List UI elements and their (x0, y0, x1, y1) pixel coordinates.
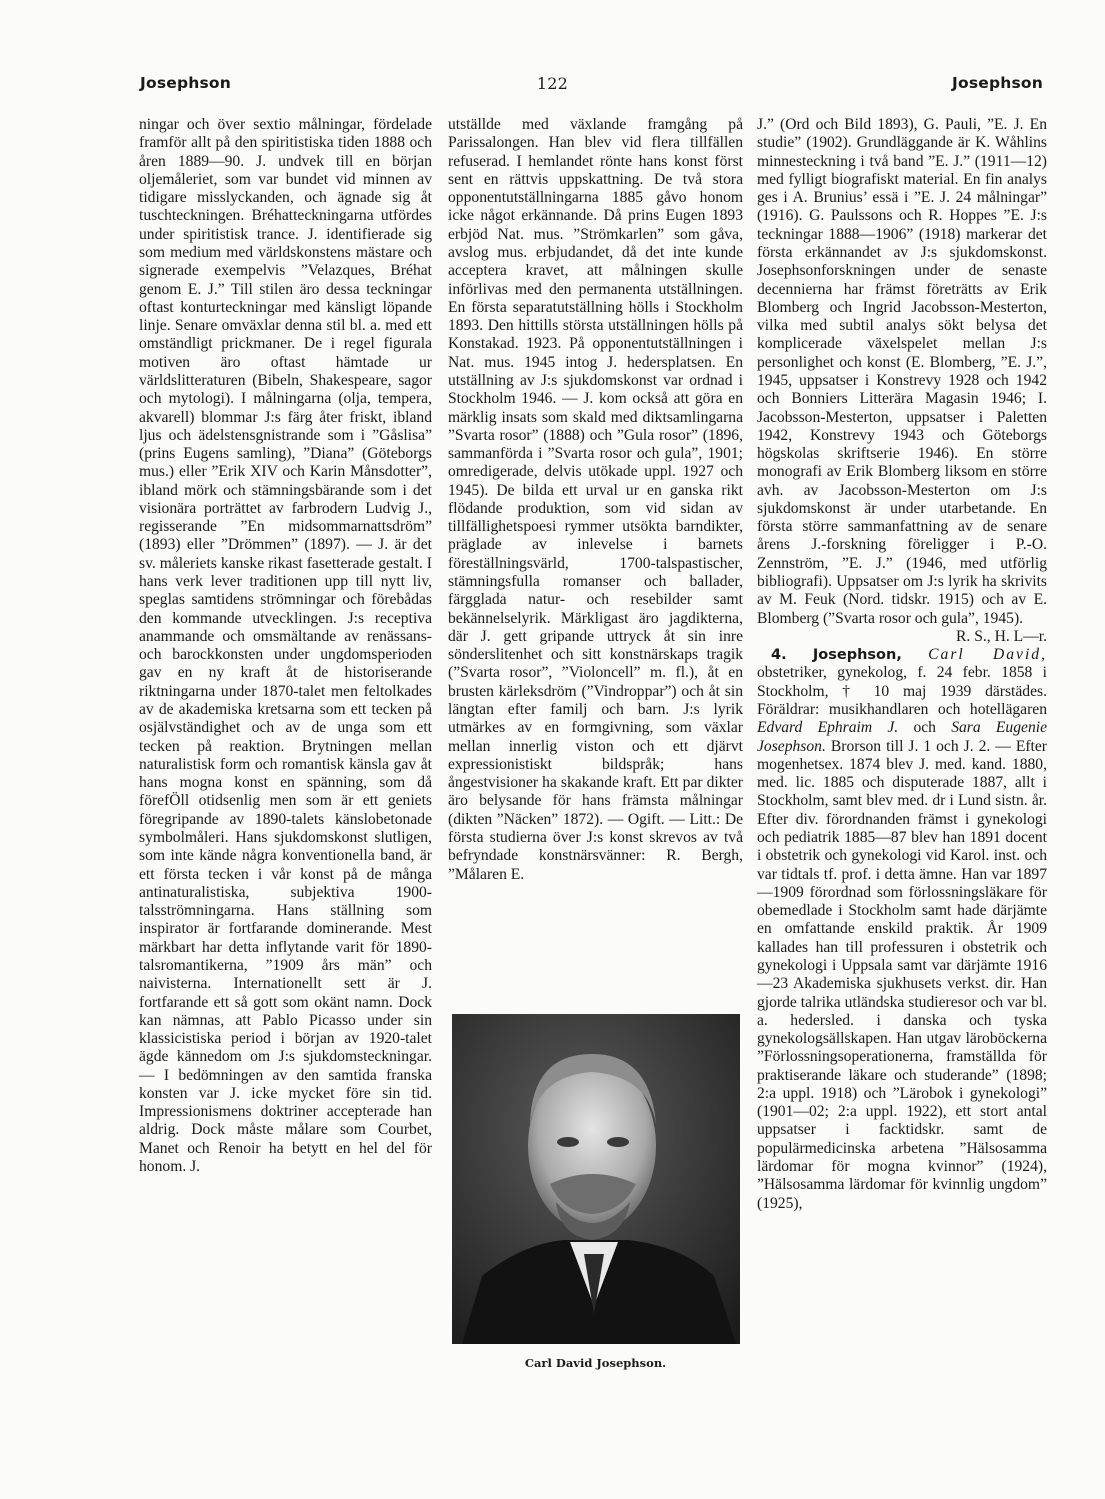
paragraph (757, 116, 1047, 645)
author-signature: R. S., H. L—r. (956, 627, 1047, 645)
portrait-illustration (452, 1014, 740, 1344)
entry-text: obstetriker, gynekolog, f. 24 febr. 1858 i Stockholm, † 10 maj 1939 därstädes. Föräldrar: musikhandlaren och hotellägaren (757, 664, 1047, 718)
portrait-caption: Carl David Josephson. (524, 1356, 667, 1370)
biography-entry (757, 646, 1047, 1213)
paragraph: ningar och över sextio målningar, fördelade framför allt på den spiritistiska tiden 1888 och åren 1889—90. J. undvek till en början oljemåleriet, som var bundet vid minnen av tidigare misslyckanden, och ägnade sig åt tuschteckningen. Bréhatteckningarna utfördes under spiritistisk trance. J. identifierade sig som medium med världskonstens mästare och signerade exempelvis ”Velazques, Bréhat genom E. J.” Till stilen äro dessa teckningar oftast konturteckningar med känsligt löpande linje. Senare omväxlar denna stil bl. a. med ett omständligt prickmaner. De i regel figurala motiven äro oftast hämtade ur världslitteraturen (Bibeln, Shakespeare, sagor och mytologi). I målningarna (olja, tempera, akvarell) blommar J:s färg åter friskt, ibland ljus och ädelstensgnistrande som i ”Gåslisa” (prins Eugens samling), ”Diana” (Göteborgs mus.) eller ”Erik XIV och Karin Månsdotter”, ibland mörk och stämningsbärande som i det visionära porträttet av farbrodern Ludvig J., regisserande ”En midsommarnattsdröm” (1893) eller ”Drömmen” (1897). — J. är det sv. måleriets kanske rikast fasetterade gestalt. I hans verk lever traditionen upp till nytt liv, speglas samtidens strömningar och förebådas den kommande utvecklingen. J:s receptiva anammande och omsmältande av renässans- och barockkonsten under ungdomsperioden gav en ny kraft åt de historiserande riktningarna under 1870-talet men feltolkades av de akademiska kretsarna som ett tecken på osjälvständighet och av de unga som ett tecken på reaktion. Brytningen mellan naturalistisk form och romantisk känsla gav åt hans mogna konst en spänning, som då förefÖll otidsenlig men som är ett geniets föregripande av 1890-talets känslobetonade symbolmåleri. Hans sjukdomskonst slutligen, som inte kände några konventionella band, är ett första tecken i vår konst på de många antinaturalistiska, subjektiva 1900-talsströmningarna. Hans ställning som inspirator är fortfarande dominerande. Mest märkbart har detta inflytande varit för 1890-talsromantikerna, ”1909 års män” och naivisterna. Internationellt sett är J. fortfarande ett så gott som okänt namn. Dock kan nämnas, att Pablo Picasso under sin klassicistiska period i början av 1920-talet ägde kännedom om J:s sjukdomsteckningar. — I bedömningen av den samtida franska konsten var J. icke mycket före sin tid. Impressionismens doktriner accepterade han aldrig. Dock måste målare som Courbet, Manet och Renoir ha betytt en hel del för honom. J. (139, 116, 432, 1176)
entry-surname: Josephson, (812, 647, 902, 664)
paragraph: utställde med växlande framgång på Parissalongen. Han blev vid flera tillfällen refuserad. I hemlandet rönte hans konst först sent en rättvis uppskattning. De två stora opponentutställningarna 1885 gåvo honom icke något erkännande. Då prins Eugen 1893 erbjöd Nat. mus. ”Strömkarlen” som gåva, avslog mus. erbjudandet, då det inte kunde acceptera kravet, att målningen skulle införlivas med den permanenta utställningen. En första separatutställning hölls i Stockholm 1893. Den hittills största utställningen hölls på Konstakad. 1923. På opponentutställningen i Nat. mus. 1945 intog J. hedersplatsen. En utställning av J:s sjukdomskonst var ordnad i Stockholm 1946. — J. kom också att göra en märklig insats som skald med diktsamlingarna ”Svarta rosor” (1888) och ”Gula rosor” (1896, sammanförda i ”Svarta rosor och gula”, 1901; omredigerade, delvis utökade uppl. 1927 och 1945). De bilda ett urval ur en ganska rikt flödande produktion, som vid sidan av tillfällighetspoesi rymmer utsökta barndikter, präglade av inlevelse i barnets föreställningsvärld, 1700-talspastischer, stämningsfulla romanser och ballader, färgglada natur- och resebilder samt bekännelselyrik. Märkligast äro jagdikterna, där J. gett gripande uttryck åt sin inre sönderslitenhet och sitt konstnärskaps tragik (”Svarta rosor”, ”Violoncell” m. fl.), åt en brusten kärleksdröm (”Vindroppar”) och åt sin längtan efter familj och barn. J:s lyrik utmärkes av en formgivning, som växlar mellan innerlig viston och ett djärvt expressionistiskt bildspråk; hans ångestvisioner ha skakande kraft. Ett par dikter äro belysande för hans främsta målningar (dikten ”Näcken” 1872). — Ogift. — Litt.: De första studierna över J:s konst skrevos av två befryndade konstnärsvänner: R. Bergh, ”Målaren E. (448, 116, 743, 883)
father-name: Edvard Ephraim J. (757, 719, 899, 737)
text-column-3 (757, 116, 1047, 1213)
entry-text: Brorson till J. 1 och J. 2. — Efter mogenhetsex. 1874 blev J. med. kand. 1880, med. lic. 1885 och disputerade 1887, allt i Stockholm, samt blev med. dr i Lund sistn. år. Efter div. förordnanden främst i gynekologi och pediatrik 1885—87 blev han 1891 docent i obstetrik och gynekologi vid Karol. inst. och var tidtals tf. prof. i detta ämne. Han var 1897—1909 förordnad som förlossningsläkare för obemedlade i Stockholm samt hade därjämte en omfattande enskild praktik. År 1909 kallades han till professuren i obstetrik och gynekologi i Uppsala samt var därjämte 1916—23 Akademiska sjukhusets verkst. dir. Han gjorde talrika utländska studieresor och var bl. a. hedersled. i danska och tyska gynekologsällskapen. Han utgav läroböckerna ”Förlossningsoperationerna, framställda för praktiserande läkare och studerande” (1898; 2:a uppl. 1918) och ”Lärobok i gynekologi” (1901—02; 2:a uppl. 1922), ett stort antal uppsatser i facktidskr. samt de populärmedicinska arbetena ”Hälsosamma lärdomar för mogna kvinnor” (1924), ”Hälsosamma lärdomar för kvinnlig ungdom” (1925), (757, 737, 1047, 1212)
portrait-photo (452, 1014, 740, 1344)
page-number: 122 (536, 74, 569, 93)
running-header-right: Josephson (952, 74, 1043, 92)
entry-number: 4. (771, 647, 787, 664)
text-column-2 (448, 116, 743, 884)
entry-text: och (898, 719, 952, 737)
text-column-1 (139, 116, 432, 1176)
entry-given-names: Carl David, (928, 646, 1047, 664)
running-header-left: Josephson (140, 74, 231, 92)
mother-name: Sara Eugenie Josephson. (757, 719, 1047, 755)
paragraph-text: J.” (Ord och Bild 1893), G. Pauli, ”E. J. En studie” (1902). Grundläggande är K. Wåhlins minnesteckning i två band ”E. J.” (1911—12) med fylligt biografiskt material. En fin analys ges i A. Brunius’ essä i ”E. J. 24 målningar” (1916). G. Paulssons och R. Hoppes ”E. J:s teckningar 1888—1906” (1918) markerar det första erkännandet av J:s sjukdomskonst. Josephsonforskningen under de senaste decennierna har främst företrätts av Erik Blomberg och Ingrid Jacobsson-Mesterton, vilka med subtil analys sökt belysa det komplicerade växelspelet mellan J:s personlighet och konst (E. Blomberg, ”E. J.”, 1945, uppsatser i Konstrevy 1928 och 1942 och Bonniers Litterära Magasin 1946; I. Jacobsson-Mesterton, uppsatser i Paletten 1942, Konstrevy 1943 och Göteborgs högskolas skriftserie 1946). En större monografi av Erik Blomberg liksom en större avh. av Jacobsson-Mesterton om J:s sjukdomskonst är under utarbetande. En första större sammanfattning av de senare årens J.-forskning föreligger i P.-O. Zennström, ”E. J.” (1946, med utförlig bibliografi). Uppsatser om J:s lyrik ha skrivits av M. Feuk (Nord. tidskr. 1915) och av E. Blomberg (”Svarta rosor och gula”, 1945). (757, 116, 1047, 627)
